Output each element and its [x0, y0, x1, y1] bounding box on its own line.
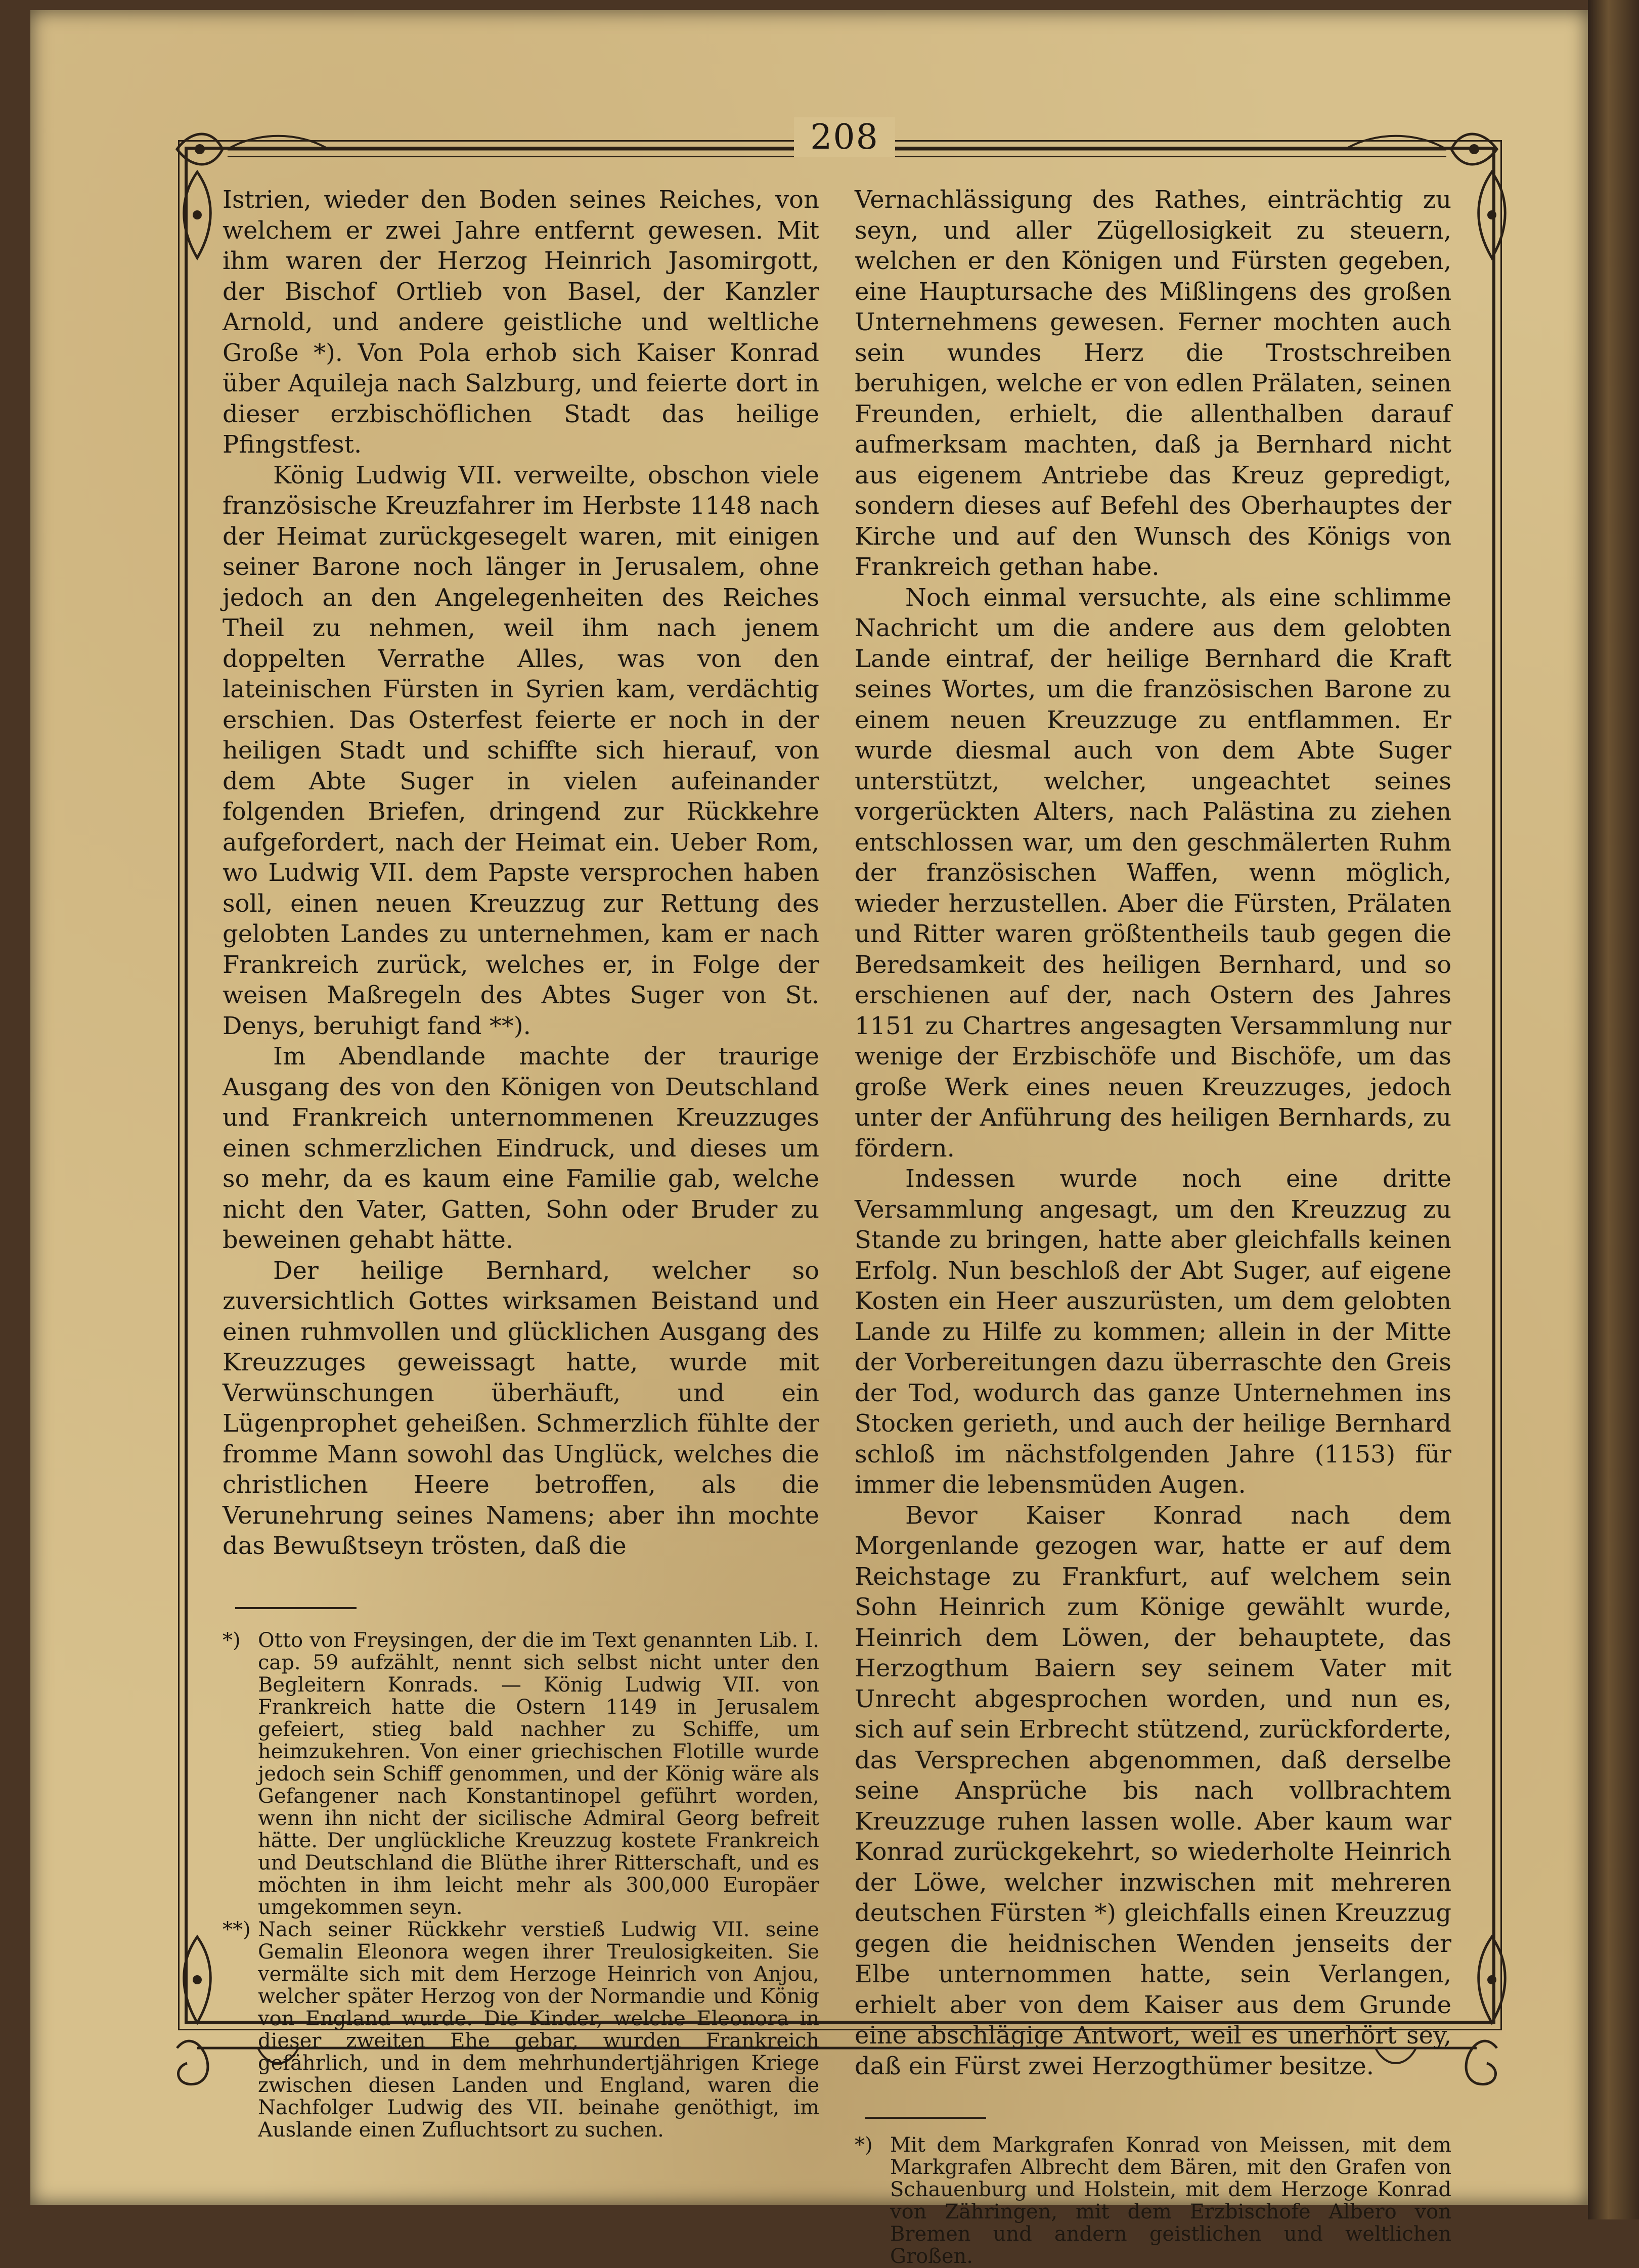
footnote	[855, 2134, 1451, 2267]
body-paragraph: Bevor Kaiser Konrad nach dem Morgenlande gezogen war, hatte er auf dem Reichstage zu Frankfurt, auf welchem sein Sohn Heinrich zum Könige gewählt wurde, Heinrich dem Löwen, der behauptete, das Herzogthum Baiern sey seinem Vater mit Unrecht abgesprochen worden, und nun es, sich auf sein Erbrecht stützend, zurückforderte, das Versprechen abgenommen, daß derselbe seine Ansprüche bis nach vollbrachtem Kreuzzuge ruhen lassen wolle. Aber kaum war Konrad zurückgekehrt, so wiederholte Heinrich der Löwe, welcher inzwischen mit mehreren deutschen Fürsten *) gleichfalls einen Kreuzzug gegen die heidnischen Wenden jenseits der Elbe unternommen hatte, sein Verlangen, erhielt aber von dem Kaiser aus dem Grunde eine abschlägige Antwort, weil es unerhört sey, daß ein Fürst zwei Herzogthümer besitze.	[855, 1501, 1451, 2080]
footnote	[223, 1919, 819, 2141]
footnotes-left	[223, 1629, 819, 2141]
footnote	[223, 1629, 819, 1919]
footnote-divider	[865, 2117, 986, 2119]
footnote-text: Mit dem Markgrafen Konrad von Meissen, mit dem Markgrafen Albrecht dem Bären, mit den Grafen von Schauenburg und Holstein, mit dem Herzoge Konrad von Zähringen, mit dem Erzbischofe Albero von Bremen und andern geistlichen und weltlichen Großen.	[890, 2133, 1451, 2268]
footnote-mark: *)	[223, 1628, 241, 1652]
left-text-column	[223, 185, 819, 2141]
body-paragraph: Vernachlässigung des Rathes, einträchtig zu seyn, und aller Zügellosigkeit zu steuern, welchen er den Königen und Fürsten gegeben, eine Hauptursache des Mißlingens des großen Unternehmens gewesen. Ferner mochten auch sein wundes Herz die Trostschreiben beruhigen, welche er von edlen Prälaten, seinen Freunden, erhielt, die allenthalben darauf aufmerksam machten, daß ja Bernhard nicht aus eigenem Antriebe das Kreuz gepredigt, sondern dieses auf Befehl des Oberhauptes der Kirche und auf den Wunsch des Königs von Frankreich gethan habe.	[855, 186, 1451, 581]
right-bottom-flourish-icon	[1469, 1932, 1515, 2028]
footnote-mark: *)	[855, 2133, 873, 2157]
page-number: 208	[794, 117, 895, 157]
right-top-flourish-icon	[1469, 167, 1515, 263]
body-paragraph: König Ludwig VII. verweilte, obschon viele französische Kreuzfahrer im Herbste 1148 nach der Heimat zurückgesegelt waren, mit einigen seiner Barone noch länger in Jerusalem, ohne jedoch an den Angelegenheiten des Reiches Theil zu nehmen, weil ihm nach jenem doppelten Verrathe Alles, was von den lateinischen Fürsten in Syrien kam, verdächtig erschien. Das Osterfest feierte er noch in der heiligen Stadt und schiffte sich hierauf, von dem Abte Suger in vielen aufeinander folgenden Briefen, dringend zur Rückkehre aufgefordert, nach der Heimat ein. Ueber Rom, wo Ludwig VII. dem Papste versprochen haben soll, einen neuen Kreuzzug zur Rettung des gelobten Landes zu unternehmen, kam er nach Frankreich zurück, welches er, in Folge der weisen Maßregeln des Abtes Suger von St. Denys, beruhigt fand **).	[223, 461, 819, 1040]
left-bottom-flourish-icon	[174, 1932, 220, 2028]
body-paragraph: Im Abendlande machte der traurige Ausgang des von den Königen von Deutschland und Frankreich unternommenen Kreuzzuges einen schmerzlichen Eindruck, und dieses um so mehr, da es kaum eine Familie gab, welche nicht den Vater, Gatten, Sohn oder Bruder zu beweinen gehabt hätte.	[223, 1042, 819, 1254]
footnote-divider	[235, 1607, 357, 1609]
page-edge-shadow	[1588, 0, 1639, 2219]
footnote-text: Nach seiner Rückkehr verstieß Ludwig VII. seine Gemalin Eleonora wegen ihrer Treulosigkeiten. Sie vermälte sich mit dem Herzoge Heinrich von Anjou, welcher später Herzog von der Normandie und König von England wurde. Die Kinder, welche Eleonora in dieser zweiten Ehe gebar, wurden Frankreich gefährlich, und in dem mehrhundertjährigen Kriege zwischen diesen Landen und England, waren die Nachfolger Ludwig des VII. beinahe genöthigt, im Auslande einen Zufluchtsort zu suchen.	[258, 1918, 819, 2142]
footnote-text: Otto von Freysingen, der die im Text genannten Lib. I. cap. 59 aufzählt, nennt sich selbst nicht unter den Begleitern Konrads. — König Ludwig VII. von Frankreich hatte die Ostern 1149 in Jerusalem gefeiert, stieg bald nachher zu Schiffe, um heimzukehren. Von einer griechischen Flotille wurde jedoch sein Schiff genommen, und der König wäre als Gefangener nach Konstantinopel geführt worden, wenn ihn nicht der sicilische Admiral Georg befreit hätte. Der unglückliche Kreuzzug kostete Frankreich und Deutschland die Blüthe ihrer Ritterschaft, und es möchten in ihm leicht mehr als 300,000 Europäer umgekommen seyn.	[258, 1628, 819, 1919]
body-paragraph: Noch einmal versuchte, als eine schlimme Nachricht um die andere aus dem gelobten Lande eintraf, der heilige Bernhard die Kraft seines Wortes, um die französischen Barone zu einem neuen Kreuzzuge zu entflammen. Er wurde diesmal auch von dem Abte Suger unterstützt, welcher, ungeachtet seines vorgerückten Alters, nach Palästina zu ziehen entschlossen war, um den geschmälerten Ruhm der französischen Waffen, wenn möglich, wieder herzustellen. Aber die Fürsten, Prälaten und Ritter waren größtentheils taub gegen die Beredsamkeit des heiligen Bernhard, und so erschienen auf der, nach Ostern des Jahres 1151 zu Chartres angesagten Versammlung nur wenige der Erzbischöfe und Bischöfe, um das große Werk eines neuen Kreuzzuges, jedoch unter der Anführung des heiligen Bernhards, zu fördern.	[855, 583, 1451, 1163]
body-paragraph: Indessen wurde noch eine dritte Versammlung angesagt, um den Kreuzzug zu Stande zu bringen, hatte aber gleichfalls keinen Erfolg. Nun beschloß der Abt Suger, auf eigene Kosten ein Heer auszurüsten, um dem gelobten Lande zu Hilfe zu kommen; allein in der Mitte der Vorbereitungen dazu überraschte den Greis der Tod, wodurch das ganze Unternehmen ins Stocken gerieth, und auch der heilige Bernhard schloß im nächstfolgenden Jahre (1153) für immer die lebensmüden Augen.	[855, 1165, 1451, 1499]
footnote-mark: **)	[223, 1918, 251, 1941]
body-paragraph: Istrien, wieder den Boden seines Reiches, von welchem er zwei Jahre entfernt gewesen. Mit ihm waren der Herzog Heinrich Jasomirgott, der Bischof Ortlieb von Basel, der Kanzler Arnold, und andere geistliche und weltliche Große *). Von Pola erhob sich Kaiser Konrad über Aquileja nach Salzburg, und feierte dort in dieser erzbischöflichen Stadt das heilige Pfingstfest.	[223, 186, 819, 459]
right-text-column	[855, 185, 1451, 2267]
footnotes-right	[855, 2134, 1451, 2267]
left-top-flourish-icon	[174, 167, 220, 263]
body-paragraph: Der heilige Bernhard, welcher so zuversichtlich Gottes wirksamen Beistand und einen ruhmvollen und glücklichen Ausgang des Kreuzzuges geweissagt hatte, wurde mit Verwünschungen überhäuft, und ein Lügenprophet geheißen. Schmerzlich fühlte der fromme Mann sowohl das Unglück, welches die christlichen Heere betroffen, als die Verunehrung seines Namens; aber ihn mochte das Bewußtseyn trösten, daß die	[223, 1256, 819, 1560]
